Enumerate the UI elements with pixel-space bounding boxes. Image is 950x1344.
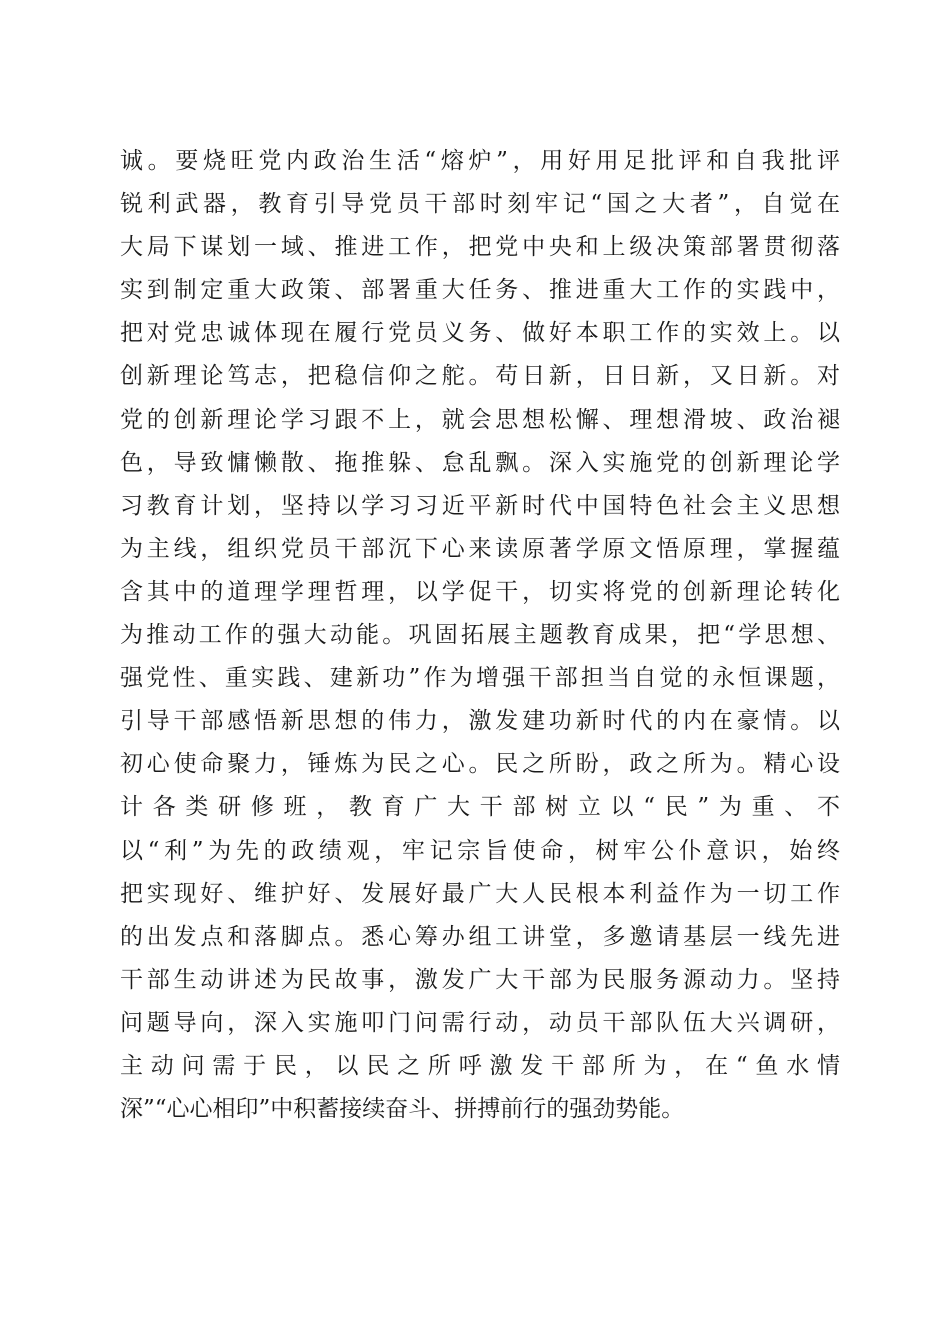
text-line: 的出发点和落脚点。悉心筹办组工讲堂，多邀请基层一线先进 (120, 923, 840, 950)
text-line: 实到制定重大政策、部署重大任务、推进重大工作的实践中， (120, 277, 840, 304)
text-line: 强党性、重实践、建新功”作为增强干部担当自觉的永恒课题， (120, 665, 840, 692)
body-paragraph (120, 140, 840, 1131)
text-line: 党的创新理论学习跟不上，就会思想松懈、理想滑坡、政治褪 (120, 406, 840, 433)
text-line: 把实现好、维护好、发展好最广大人民根本利益作为一切工作 (120, 880, 840, 907)
text-line: 计各类研修班，教育广大干部树立以“民”为重、不 (120, 794, 840, 821)
text-line: 以“利”为先的政绩观，牢记宗旨使命，树牢公仆意识，始终 (120, 837, 840, 864)
text-line: 把对党忠诚体现在履行党员义务、做好本职工作的实效上。以 (120, 320, 840, 347)
text-line: 含其中的道理学理哲理，以学促干，切实将党的创新理论转化 (120, 578, 840, 605)
text-line: 干部生动讲述为民故事，激发广大干部为民服务源动力。坚持 (120, 966, 840, 993)
text-line: 诚。要烧旺党内政治生活“熔炉”，用好用足批评和自我批评 (120, 148, 840, 174)
text-line: 引导干部感悟新思想的伟力，激发建功新时代的内在豪情。以 (120, 708, 840, 735)
text-line: 习教育计划，坚持以学习习近平新时代中国特色社会主义思想 (120, 492, 840, 519)
text-line: 创新理论笃志，把稳信仰之舵。苟日新，日日新，又日新。对 (120, 363, 840, 390)
text-line: 色，导致慵懒散、拖推躲、怠乱飘。深入实施党的创新理论学 (120, 449, 840, 476)
text-line: 深”“心心相印”中积蓄接续奋斗、拼搏前行的强劲势能。 (120, 1096, 685, 1123)
text-line: 大局下谋划一域、推进工作，把党中央和上级决策部署贯彻落 (120, 234, 840, 261)
text-line: 为主线，组织党员干部沉下心来读原著学原文悟原理，掌握蕴 (120, 535, 840, 562)
text-line: 初心使命聚力，锤炼为民之心。民之所盼，政之所为。精心设 (120, 751, 840, 778)
text-line: 锐利武器，教育引导党员干部时刻牢记“国之大者”，自觉在 (120, 191, 840, 218)
text-line: 问题导向，深入实施叩门问需行动，动员干部队伍大兴调研， (120, 1009, 840, 1036)
text-line: 为推动工作的强大动能。巩固拓展主题教育成果，把“学思想、 (120, 622, 840, 649)
text-line: 主动问需于民，以民之所呼激发干部所为，在“鱼水情 (120, 1052, 840, 1079)
